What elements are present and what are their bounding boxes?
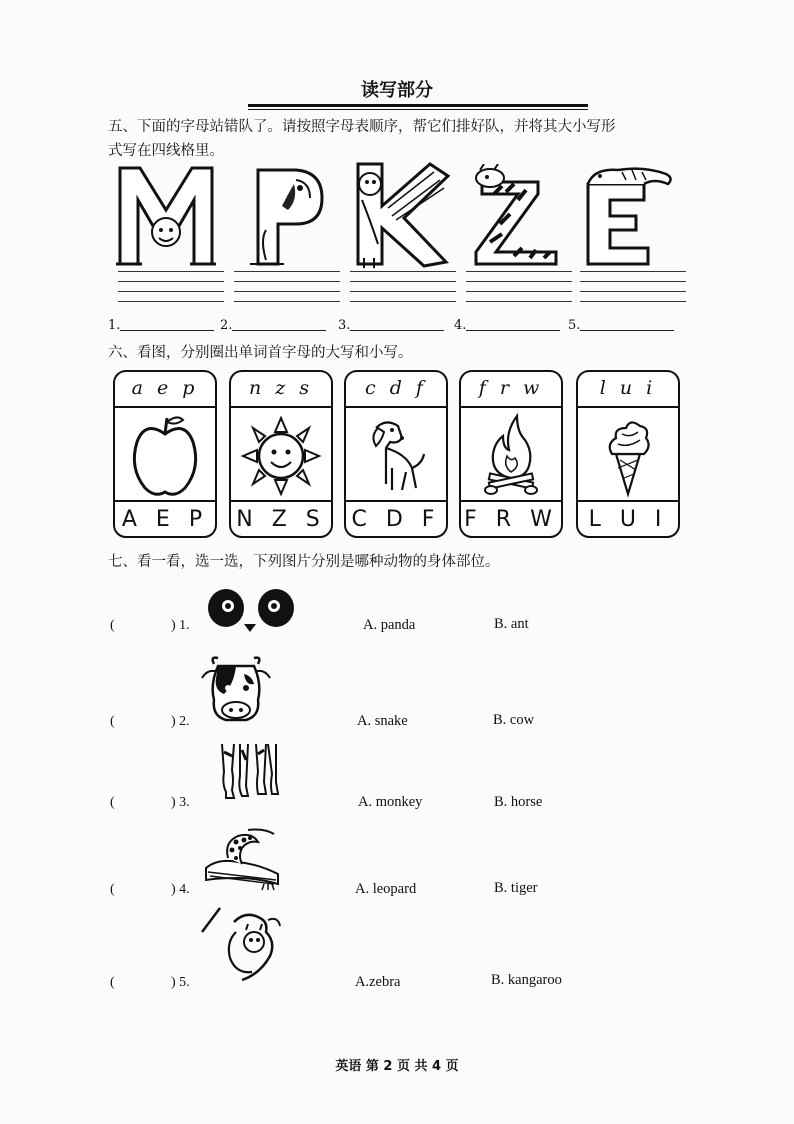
option-b[interactable]: B. tiger [494,880,538,896]
q5-instruction-line2: 式写在四线格里。 [108,143,224,159]
sun-icon [231,408,331,500]
option-b[interactable]: B. ant [494,616,529,632]
card-ice-cream [576,370,680,538]
question-number: ) 1. [171,618,190,633]
answer-bracket-open[interactable]: ( [110,618,115,633]
letter-k-picture [348,158,452,268]
answer-number-5: 5. [568,318,581,333]
option-b[interactable]: B. horse [494,794,543,810]
horse-legs-icon [218,742,280,802]
panda-eyes-icon [204,586,296,636]
answer-bracket-open[interactable]: ( [110,714,115,729]
q7-instruction: 七、看一看，选一选，下列图片分别是哪种动物的身体部位。 [108,554,500,570]
dog-icon [346,408,446,500]
question-number: ) 4. [171,882,190,897]
answer-blank-2[interactable] [232,330,326,331]
title-rule [248,104,588,107]
option-b[interactable]: B. cow [493,712,535,728]
card-uppercase-options[interactable]: C D F [346,500,446,536]
option-a[interactable]: A. panda [363,617,416,633]
four-line-grid-4[interactable] [466,271,572,311]
q6-instruction: 六、看图，分别圈出单词首字母的大写和小写。 [108,345,413,361]
kangaroo-pouch-icon [198,902,286,988]
question-number: ) 2. [171,714,190,729]
letter-p-picture [236,160,340,270]
option-a[interactable]: A.zebra [355,974,401,990]
four-line-grid-5[interactable] [580,271,686,311]
answer-number-4: 4. [454,318,467,333]
answer-blank-1[interactable] [120,330,214,331]
cow-head-icon [200,654,272,724]
answer-bracket-open[interactable]: ( [110,882,115,897]
card-lowercase-options[interactable]: f r w [461,372,561,408]
q5-instruction-line1: 五、下面的字母站错队了。请按照字母表顺序，帮它们排好队，并将其大小写形 [108,119,616,135]
answer-blank-3[interactable] [350,330,444,331]
fire-icon [461,408,561,500]
card-fire [459,370,563,538]
card-uppercase-options[interactable]: L U I [578,500,678,536]
title-rule-thin [248,109,588,110]
card-lowercase-options[interactable]: n z s [231,372,331,408]
answer-bracket-open[interactable]: ( [110,975,115,990]
answer-blank-4[interactable] [466,330,560,331]
letter-e-picture [574,164,678,274]
letter-z-picture [460,164,564,274]
question-number: ) 3. [171,795,190,810]
answer-number-2: 2. [220,318,233,333]
answer-number-3: 3. [338,318,351,333]
page-footer: 英语 第 2 页 共 4 页 [335,1059,459,1074]
option-a[interactable]: A. leopard [355,881,417,897]
option-a[interactable]: A. monkey [358,794,423,810]
answer-bracket-open[interactable]: ( [110,795,115,810]
card-sun [229,370,333,538]
section-title: 读写部分 [361,80,433,101]
option-a[interactable]: A. snake [357,713,408,729]
letter-m-picture [114,160,218,270]
four-line-grid-1[interactable] [118,271,224,311]
card-uppercase-options[interactable]: F R W [461,500,561,536]
card-uppercase-options[interactable]: A E P [115,500,215,536]
question-number: ) 5. [171,975,190,990]
card-lowercase-options[interactable]: a e p [115,372,215,408]
leopard-tail-icon [198,828,284,892]
answer-blank-5[interactable] [580,330,674,331]
four-line-grid-3[interactable] [350,271,456,311]
four-line-grid-2[interactable] [234,271,340,311]
answer-number-1: 1. [108,318,121,333]
card-dog [344,370,448,538]
option-b[interactable]: B. kangaroo [491,972,562,988]
card-uppercase-options[interactable]: N Z S [231,500,331,536]
card-apple [113,370,217,538]
apple-icon [115,408,215,500]
card-lowercase-options[interactable]: l u i [578,372,678,408]
ice-cream-icon [578,408,678,500]
card-lowercase-options[interactable]: c d f [346,372,446,408]
